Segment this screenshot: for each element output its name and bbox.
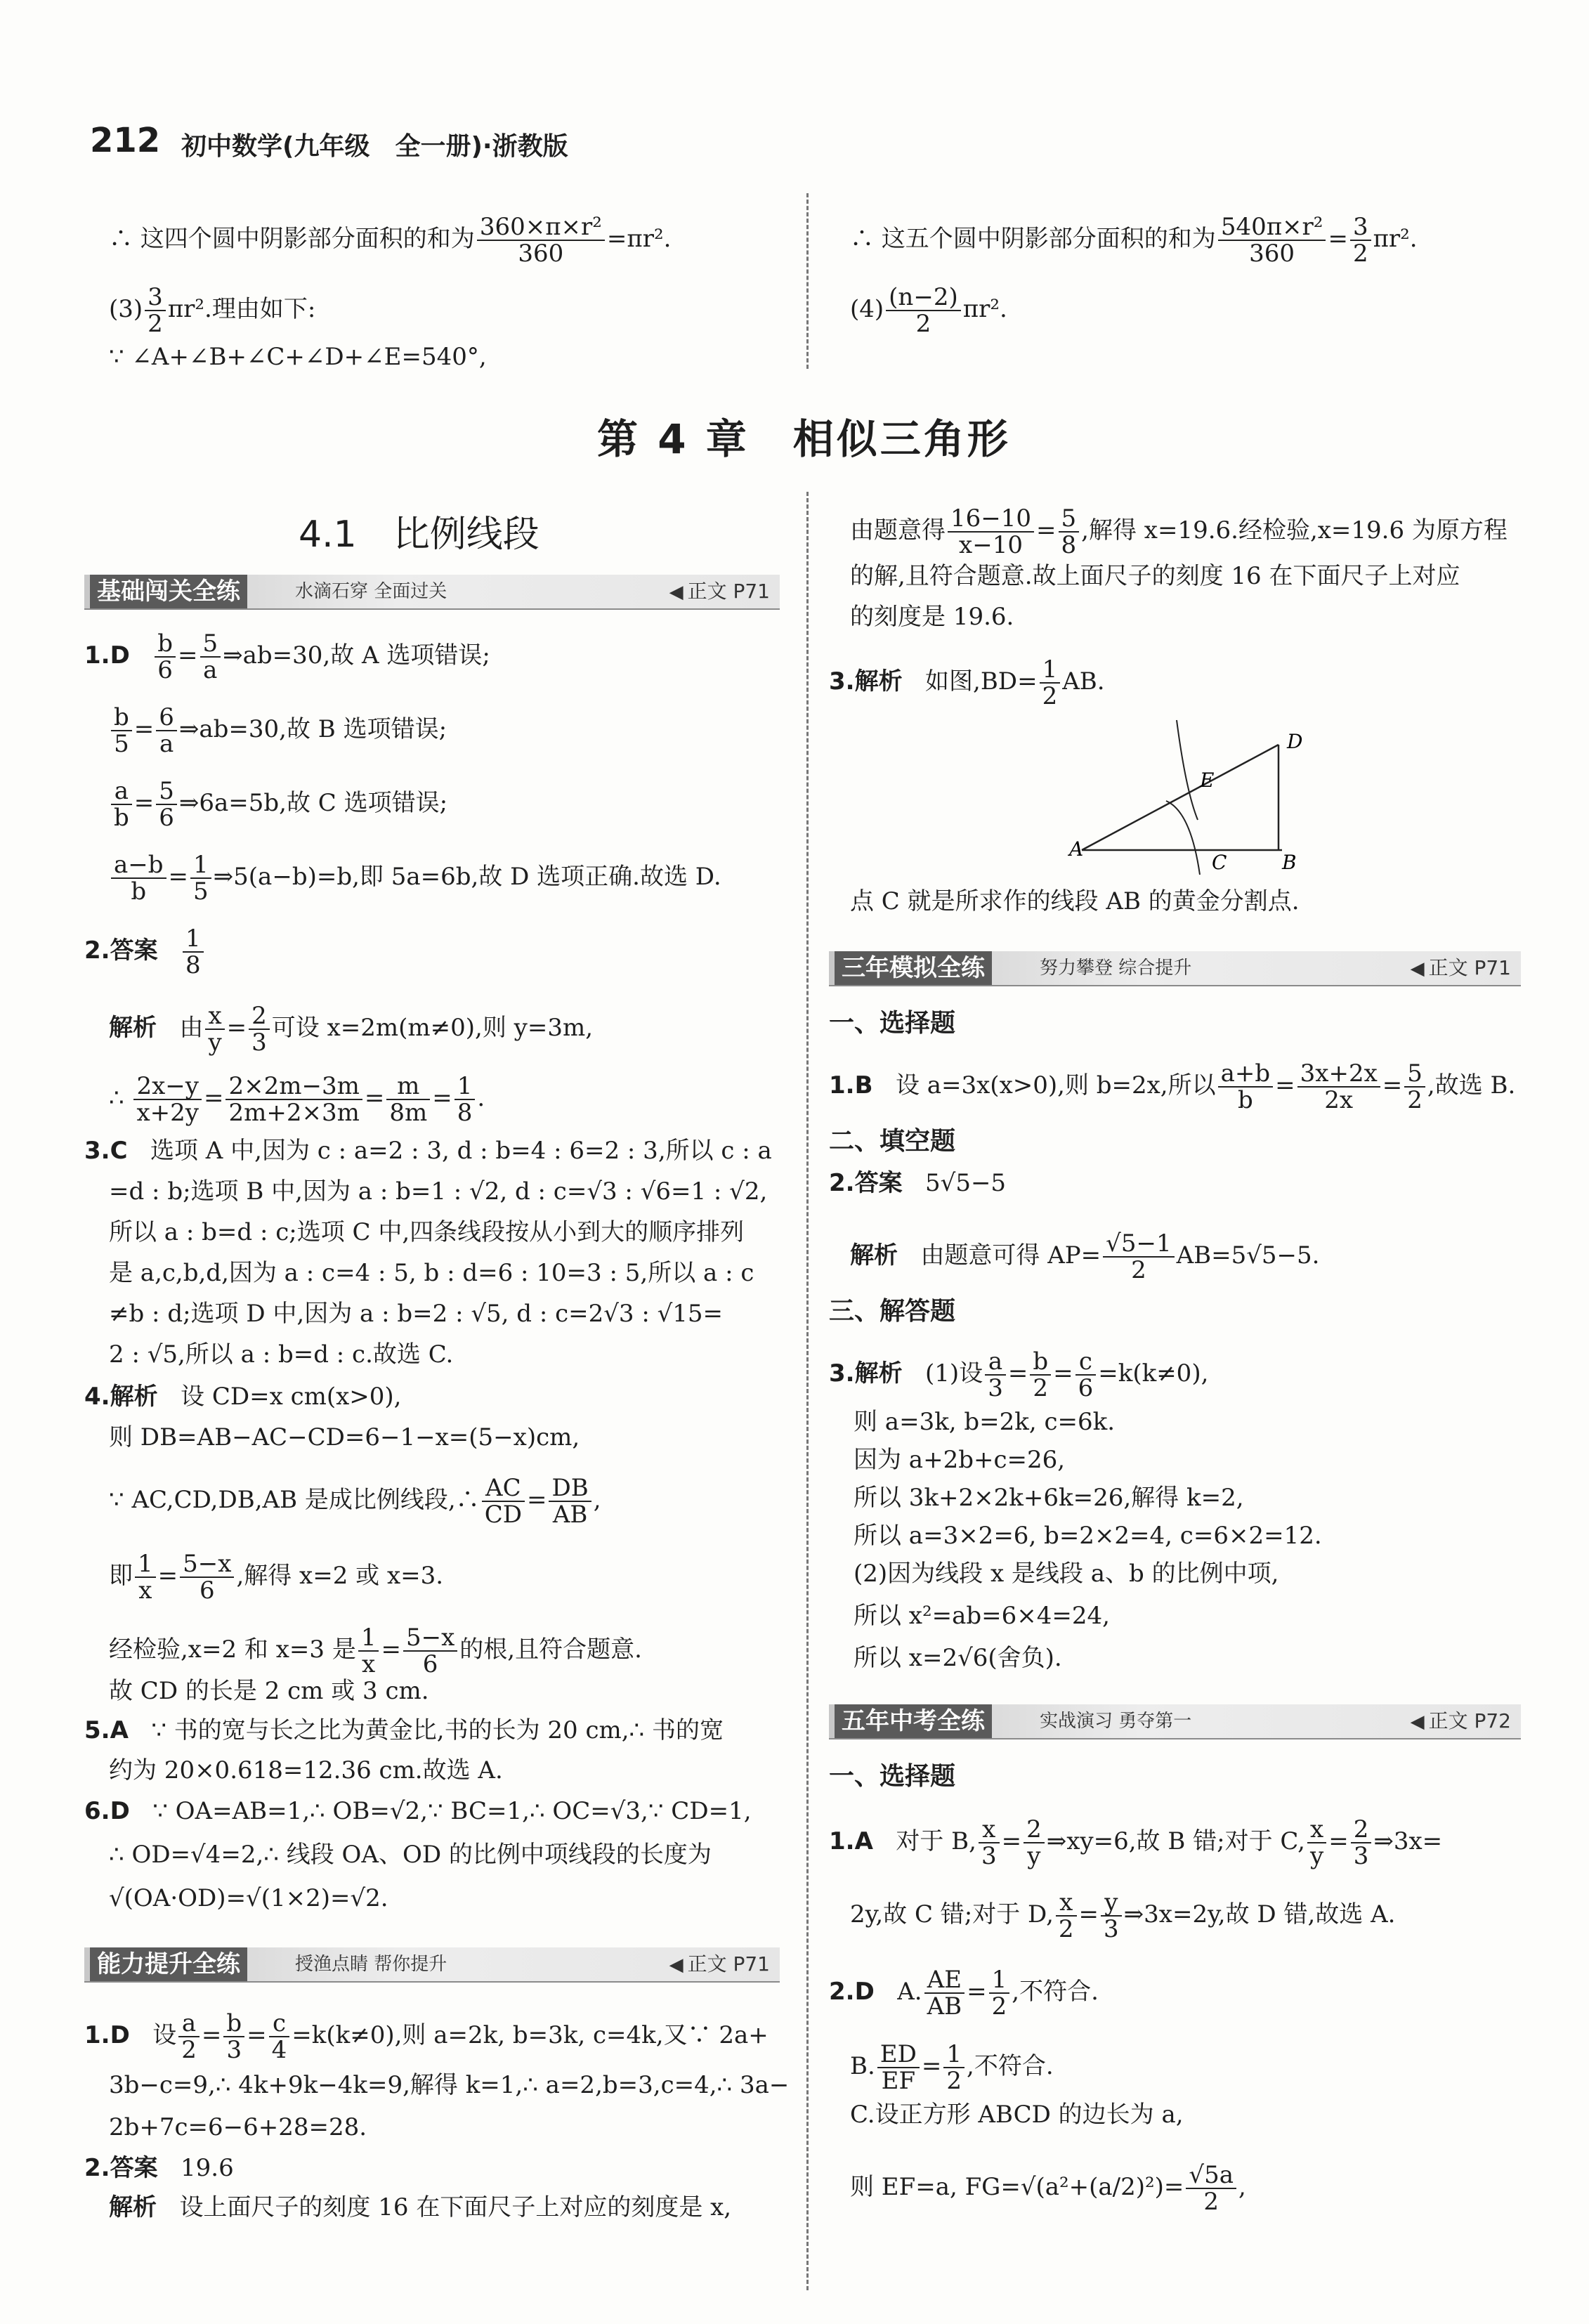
w2-line-1: 2.D A. $\frac{AE}{AB}$ = $\frac{1}{2}$ ,不符合. <box>829 1966 1099 2021</box>
section-bar-nengli <box>84 1947 780 1983</box>
s3-line-3: 因为 a+2b+c=26, <box>854 1446 1066 1474</box>
s2-answer: 2.答案 5√5−5 <box>829 1169 1007 1197</box>
column-divider-main <box>806 492 809 2290</box>
w1-line-1: 1.A 对于 B, $\frac{x}{3}$ = $\frac{2}{y}$ ⇒xy=6,故 B 错;对于 C, $\frac{x}{y}$ = $\frac{2}{3}$ ⇒3x= <box>829 1815 1443 1870</box>
heading-solution: 三、解答题 <box>829 1297 956 1326</box>
s3-line-2: 则 a=3k, b=2k, c=6k. <box>854 1408 1116 1436</box>
q3-line-4: 是 a,c,b,d,因为 a : c=4 : 5, b : d=6 : 10=3 : 5,所以 a : c <box>109 1259 754 1287</box>
arc-centered-D <box>1177 720 1198 820</box>
golden-section-figure <box>1068 713 1321 882</box>
page-reference[interactable]: ◀ 正文 P72 <box>1410 1709 1511 1732</box>
bar-label: 基础闯关全练 <box>90 575 247 608</box>
q3-line-2: =d : b;选项 B 中,因为 a : b=1 : √2, d : c=√3 : √6=1 : √2, <box>109 1177 768 1206</box>
s3-line-7: 所以 x²=ab=6×4=24, <box>854 1602 1110 1630</box>
pencil-arrow-icon: ◀ <box>669 582 684 603</box>
s3-line-8: 所以 x=2√6(舍负). <box>854 1644 1062 1672</box>
label-E: E <box>1200 769 1215 792</box>
heading-choice-2: 一、选择题 <box>829 1762 956 1791</box>
top-left-line-3: ∵ ∠A+∠B+∠C+∠D+∠E=540°, <box>109 343 487 371</box>
n1-line-3: 2b+7c=6−6+28=28. <box>109 2113 367 2141</box>
bar-slogan: 努力攀登 综合提升 <box>1040 958 1192 979</box>
page-reference[interactable]: ◀ 正文 P71 <box>669 1952 770 1976</box>
q2-answer: 2.答案 $\frac{1}{8}$ <box>84 926 206 978</box>
w1-line-2: 2y,故 C 错;对于 D, $\frac{x}{2}$ = $\frac{y}{3}$ ⇒3x=2y,故 D 错,故选 A. <box>850 1888 1396 1943</box>
q3-line-1: 3.C 选项 A 中,因为 c : a=2 : 3, d : b=4 : 6=2 : 3,所以 c : a <box>84 1137 772 1165</box>
bar-label: 能力提升全练 <box>90 1947 247 1981</box>
section-bar-sannian <box>829 951 1521 986</box>
s1-line: 1.B 设 a=3x(x>0),则 b=2x,所以 $\frac{a+b}{b}$ = $\frac{3x+2x}{2x}$ = $\frac{5}{2}$ ,故选 B. <box>829 1059 1516 1114</box>
r3-line-2: 点 C 就是所求作的线段 AB 的黄金分割点. <box>850 887 1300 915</box>
r3-line-1: 3.解析 如图,BD= $\frac{1}{2}$ AB. <box>829 655 1105 710</box>
pencil-arrow-icon: ◀ <box>1410 1711 1425 1732</box>
label-B: B <box>1282 851 1297 874</box>
q3-line-6: 2 : √5,所以 a : b=d : c.故选 C. <box>109 1340 454 1369</box>
bar-label: 三年模拟全练 <box>835 951 992 985</box>
heading-fill-blank: 二、填空题 <box>829 1127 956 1156</box>
q5-line-1: 5.A ∵ 书的宽与长之比为黄金比,书的长为 20 cm,∴ 书的宽 <box>84 1716 724 1744</box>
pencil-arrow-icon: ◀ <box>669 1954 684 1976</box>
q2-analysis-1: 解析 由 $\frac{x}{y}$ = $\frac{2}{3}$ 可设 x=2m(m≠0),则 y=3m, <box>109 1002 594 1057</box>
n2-answer: 2.答案 19.6 <box>84 2154 234 2182</box>
w2-line-3: C.设正方形 ABCD 的边长为 a, <box>850 2101 1184 2129</box>
w2-line-2: B. $\frac{ED}{EF}$ = $\frac{1}{2}$ ,不符合. <box>850 2040 1054 2095</box>
q4-line-1: 4.解析 设 CD=x cm(x>0), <box>84 1383 402 1411</box>
bar-slogan: 实战演习 勇夺第一 <box>1040 1711 1192 1732</box>
q2-analysis-2: ∴ $\frac{2x-y}{x+2y}$ = $\frac{2\times 2m-3m}{2m+2\times 3m}$ = $\frac{m}{8m}$ = $\frac{1}{8}$ . <box>109 1072 485 1127</box>
q3-line-3: 所以 a : b=d : c;选项 C 中,四条线段按从小到大的顺序排列 <box>109 1218 745 1246</box>
q3-line-5: ≠b : d;选项 D 中,因为 a : b=2 : √5, d : c=2√3 : √15= <box>109 1300 724 1328</box>
s3-line-1: 3.解析 (1)设 $\frac{a}{3}$ = $\frac{b}{2}$ = $\frac{c}{6}$ =k(k≠0), <box>829 1347 1209 1402</box>
top-right-line-2: (4) $\frac{(n-2)}{2}$ πr². <box>850 283 1007 338</box>
bar-slogan: 授渔点睛 帮你提升 <box>295 1954 447 1975</box>
page-reference[interactable]: ◀ 正文 P71 <box>1410 956 1511 979</box>
page-number: 212 <box>90 121 161 160</box>
q4-line-4: 即 $\frac{1}{x}$ = $\frac{5-x}{6}$ ,解得 x=2 或 x=3. <box>109 1550 444 1605</box>
label-D: D <box>1287 730 1303 753</box>
q1-line-d: $\frac{a-b}{b}$ = $\frac{1}{5}$ ⇒5(a−b)=b,即 5a=6b,故 D 选项正确.故选 D. <box>109 852 721 904</box>
section-title: 4.1 比例线段 <box>299 514 540 556</box>
n2-analysis: 解析 设上面尺子的刻度 16 在下面尺子上对应的刻度是 x, <box>109 2193 732 2221</box>
r1-line-3: 的刻度是 19.6. <box>850 603 1014 631</box>
n1-line-1: 1.D 设 $\frac{a}{2}$ = $\frac{b}{3}$ = $\frac{c}{4}$ =k(k≠0),则 a=2k, b=3k, c=4k,又∵ 2a+ <box>84 2009 769 2064</box>
q4-line-5: 经检验,x=2 和 x=3 是 $\frac{1}{x}$ = $\frac{5-x}{6}$ 的根,且符合题意. <box>109 1624 642 1678</box>
top-left-line-2: (3) $\frac{3}{2}$ πr².理由如下: <box>109 283 316 338</box>
bar-label: 五年中考全练 <box>835 1704 992 1738</box>
section-bar-jichu <box>84 575 780 610</box>
s3-line-5: 所以 a=3×2=6, b=2×2=4, c=6×2=12. <box>854 1522 1322 1550</box>
pencil-arrow-icon: ◀ <box>1410 958 1425 979</box>
top-left-line-1: ∴ 这四个圆中阴影部分面积的和为 $\frac{\text{360×π×r²}}{360}$ =πr². <box>109 213 672 268</box>
q4-line-6: 故 CD 的长是 2 cm 或 3 cm. <box>109 1677 429 1705</box>
q6-line-1: 6.D ∵ OA=AB=1,∴ OB=√2,∵ BC=1,∴ OC=√3,∵ CD=1, <box>84 1797 752 1825</box>
page-reference[interactable]: ◀ 正文 P71 <box>669 580 770 603</box>
q4-line-2: 则 DB=AB−AC−CD=6−1−x=(5−x)cm, <box>109 1423 580 1451</box>
q1-line-a: 1.D $\frac{b}{6}$ = $\frac{5}{a}$ ⇒ab=30,故 A 选项错误; <box>84 629 490 684</box>
segment-AD <box>1082 745 1279 850</box>
label-A: A <box>1069 837 1084 861</box>
column-divider-top <box>806 193 809 369</box>
section-bar-wunian <box>829 1704 1521 1739</box>
bar-slogan: 水滴石穿 全面过关 <box>295 581 447 602</box>
q1-line-c: $\frac{a}{b}$ = $\frac{5}{6}$ ⇒6a=5b,故 C 选项错误; <box>109 778 447 830</box>
q4-line-3: ∵ AC,CD,DB,AB 是成比例线段,∴ $\frac{AC}{CD}$ = $\frac{DB}{AB}$ , <box>109 1474 601 1529</box>
n1-line-2: 3b−c=9,∴ 4k+9k−4k=9,解得 k=1,∴ a=2,b=3,c=4,∴ 3a− <box>109 2071 790 2099</box>
w2-line-4: 则 EF=a, FG=√(a²+(a/2)²)= $\frac{√5a}{2}$ , <box>850 2161 1246 2216</box>
r1-line-1: 由题意得 $\frac{16-10}{x-10}$ = $\frac{5}{8}$ ,解得 x=19.6.经检验,x=19.6 为原方程 <box>850 504 1508 559</box>
s2-analysis: 解析 由题意可得 AP= $\frac{√5-1}{2}$ AB=5√5−5. <box>850 1229 1320 1284</box>
s3-line-4: 所以 3k+2×2k+6k=26,解得 k=2, <box>854 1484 1244 1512</box>
top-right-line-1: ∴ 这五个圆中阴影部分面积的和为 $\frac{\text{540π×r²}}{360}$ = $\frac{3}{2}$ πr². <box>850 213 1418 268</box>
q1-line-b: $\frac{b}{5}$ = $\frac{6}{a}$ ⇒ab=30,故 B 选项错误; <box>109 705 447 757</box>
book-title: 初中数学(九年级 全一册)·浙教版 <box>181 132 568 161</box>
q5-line-2: 约为 20×0.618=12.36 cm.故选 A. <box>109 1756 503 1784</box>
q6-line-3: √(OA·OD)=√(1×2)=√2. <box>109 1884 388 1912</box>
s3-line-6: (2)因为线段 x 是线段 a、b 的比例中项, <box>854 1560 1279 1588</box>
heading-choice-1: 一、选择题 <box>829 1009 956 1038</box>
q6-line-2: ∴ OD=√4=2,∴ 线段 OA、OD 的比例中项线段的长度为 <box>109 1841 712 1869</box>
r1-line-2: 的解,且符合题意.故上面尺子的刻度 16 在下面尺子上对应 <box>850 562 1460 590</box>
chapter-title: 第 4 章 相似三角形 <box>597 415 1011 463</box>
label-C: C <box>1212 851 1227 874</box>
